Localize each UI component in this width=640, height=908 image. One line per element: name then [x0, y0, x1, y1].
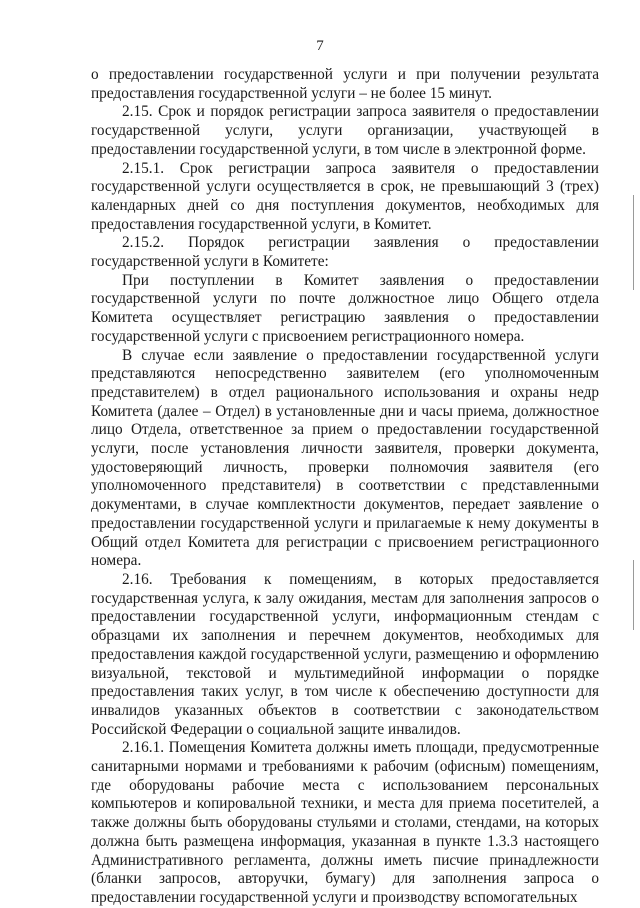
paragraph-2-16-1: 2.16.1. Помещения Комитета должны иметь площади, предусмотренные санитарными нормами и требованиями к рабочим (офисным) помещениям, где оборудованы рабочие места с использованием персональных компьютеров и копировальной техники, и места для приема посетителей, а также должны быть оборудованы стульями и столами, стендами, на которых должна быть размещена информация, указанная в пункте 1.3.3 настоящего Административного регламента, должны иметь писчие принадлежности (бланки запросов, авторучки, бумагу) для заполнения запроса о предоставлении государственной услуги и производству вспомогательных: [91, 739, 599, 906]
paragraph-2-16: 2.16. Требования к помещениям, в которых предоставляется государственная услуга, к залу ожидания, местам для заполнения запросов о предоставлении государственной услуги, информационным стендам с образцами их заполнения и перечнем документов, необходимых для предоставления каждой государственной услуги, размещению и оформлению визуальной, текстовой и мультимедийной информации о порядке предоставления таких услуг, в том числе к обеспечению доступности для инвалидов указанных объектов в соответствии с законодательством Российской Федерации о социальной защите инвалидов.: [91, 570, 599, 738]
paragraph-2-15: 2.15. Срок и порядок регистрации запроса заявителя о предоставлении государственной услуги, услуги организации, участвующей в предоставлении государственной услуги, в том числе в электронной форме.: [91, 103, 599, 158]
paragraph-2-15-2: 2.15.2. Порядок регистрации заявления о предоставлении государственной услуги в Комитете:: [91, 234, 599, 271]
paragraph-in-person-registration: В случае если заявление о предоставлении государственной услуги представляются непосредственно заявителем (его уполномоченным представителем) в отдел рационального использования и охраны недр Комитета (далее – Отдел) в установленные дни и часы приема, должностное лицо Отдела, ответственное за прием о предоставлении государственной услуги, после установления личности заявителя, проверки документа, удостоверяющий личность, проверки полномочия заявителя (его уполномоченного представителя) в соответствии с представленными документами, в случае комплектности документов, передает заявление о предоставлении государственной услуги и прилагаемые к нему документы в Общий отдел Комитета для регистрации с присвоением регистрационного номера.: [91, 346, 599, 570]
page-number: 7: [316, 38, 324, 54]
paragraph-continuation: о предоставлении государственной услуги и при получении результата предоставления государственной услуги – не более 15 минут.: [91, 66, 599, 102]
paragraph-2-15-1: 2.15.1. Срок регистрации запроса заявителя о предоставлении государственной услуги осуществляется в срок, не превышающий 3 (трех) календарных дней со дня поступления документов, необходимых для предоставления государственной услуги, в Комитет.: [91, 159, 599, 233]
paragraph-mail-registration: При поступлении в Комитет заявления о предоставлении государственной услуги по почте должностное лицо Общего отдела Комитета осуществляет регистрацию заявления о предоставлении государственной услуги с присвоением регистрационного номера.: [91, 271, 599, 345]
scan-edge-mark: [633, 195, 634, 290]
scan-edge-mark: [633, 560, 634, 630]
document-body: [91, 66, 599, 908]
